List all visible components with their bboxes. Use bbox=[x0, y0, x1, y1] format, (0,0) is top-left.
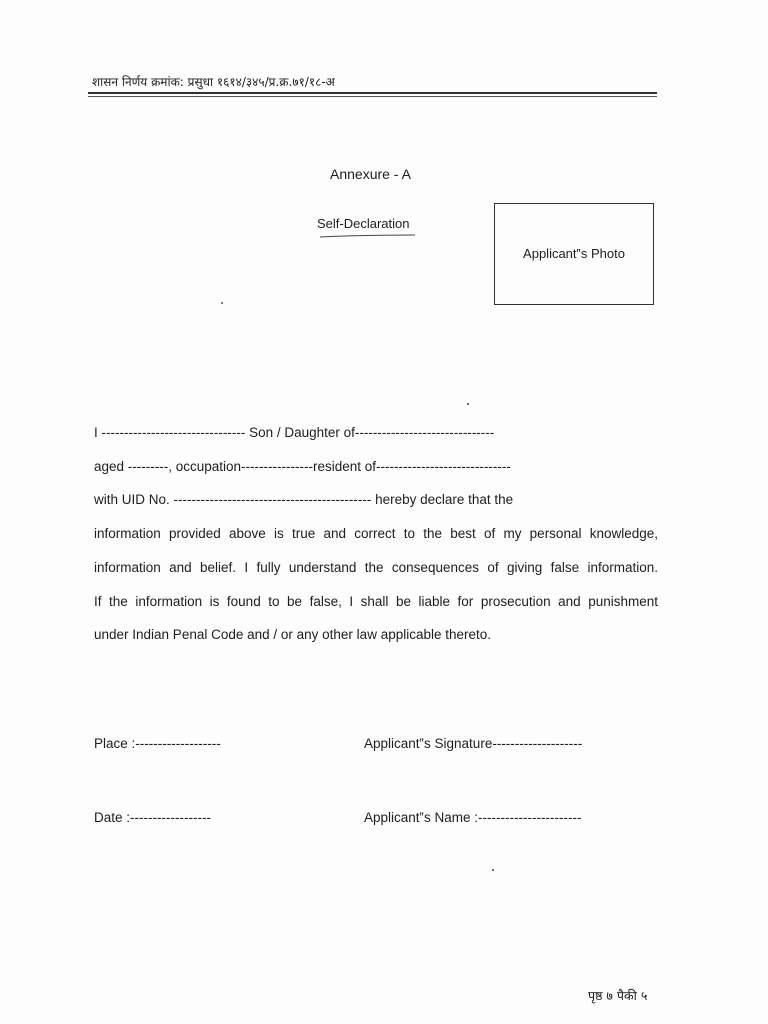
scan-speck bbox=[467, 403, 469, 405]
declaration-line-1: I -------------------------------- Son / Daughter of------------------------------- bbox=[94, 425, 495, 440]
government-resolution-reference: शासन निर्णय क्रमांक: प्रसुधा १६१४/३४५/प्र.क्र.७१/१८-अ bbox=[92, 75, 335, 89]
page-number: पृष्ठ ७ पैकी ५ bbox=[588, 988, 648, 1003]
scan-speck bbox=[492, 869, 494, 871]
header-divider-thin bbox=[88, 96, 657, 97]
applicant-signature-field: Applicant‟s Signature-------------------- bbox=[364, 736, 583, 751]
date-field: Date :------------------ bbox=[94, 810, 211, 825]
declaration-line-6: If the information is found to be false, I shall be liable for prosecution and punishment bbox=[94, 594, 658, 609]
declaration-line-4: information provided above is true and correct to the best of my personal knowledge, bbox=[94, 526, 658, 541]
declaration-line-2: aged ---------, occupation----------------resident of------------------------------ bbox=[94, 459, 511, 474]
declaration-line-7: under Indian Penal Code and / or any other law applicable thereto. bbox=[94, 627, 492, 642]
declaration-line-3: with UID No. -------------------------------------------- hereby declare that the bbox=[94, 492, 514, 507]
applicant-name-field: Applicant‟s Name :----------------------- bbox=[364, 810, 582, 825]
applicant-photo-box bbox=[494, 203, 654, 305]
applicant-photo-label: Applicant‟s Photo bbox=[523, 246, 625, 261]
header-divider bbox=[88, 92, 657, 94]
declaration-line-5: information and belief. I fully understand the consequences of giving false information. bbox=[94, 560, 658, 575]
annexure-title: Annexure - A bbox=[330, 166, 411, 182]
scan-speck bbox=[221, 302, 223, 304]
declaration-title-underline bbox=[320, 234, 415, 238]
place-field: Place :------------------- bbox=[94, 736, 221, 751]
declaration-title: Self-Declaration bbox=[317, 216, 410, 231]
